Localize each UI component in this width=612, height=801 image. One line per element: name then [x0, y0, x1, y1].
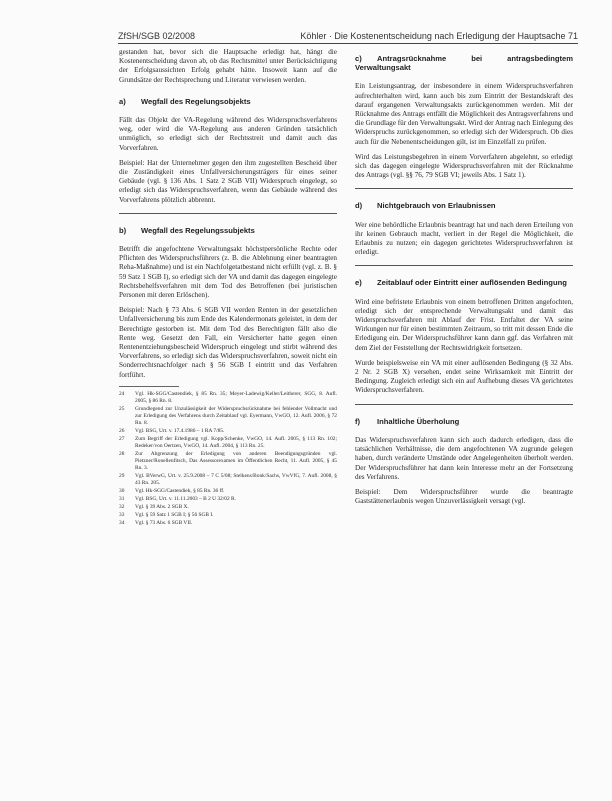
- paragraph: Wer eine behördliche Erlaubnis beantragt hat und nach deren Erteilung von ihr keinen Gebrauch macht, verliert in der Regel die Möglichkeit, die Erlaubnis zu nutzen; ein dagegen gerichtetes Widerspruchsverfahren ist erledigt.: [355, 220, 573, 257]
- footnote: [119, 451, 337, 472]
- footnote-number: 26: [119, 427, 125, 434]
- section-heading: b) Wegfall des Regelungssubjekts: [119, 225, 255, 235]
- left-column: [119, 48, 337, 528]
- footnote-number: 31: [119, 495, 125, 502]
- footnote: [119, 428, 337, 435]
- divider: [355, 265, 573, 266]
- paragraph: Beispiel: Hat der Unternehmer gegen den ihm zugestellten Bescheid über die Zuständigkeit eines Unfallversicherungsträgers für eines seiner Gebäude (vgl. § 136 Abs. 1 Satz 2 SGB VII) Widerspruch eingelegt, so erledigt sich das Widerspruchsverfahren, wenn das Gebäude während des Vorverfahrens plötzlich abbrennt.: [119, 158, 337, 204]
- footnote: [119, 406, 337, 427]
- footnote-number: 28: [119, 450, 125, 457]
- footnote-number: 27: [119, 435, 125, 442]
- footnote-number: 34: [119, 519, 125, 526]
- footnote-text: Grundlegend zur Unzulässigkeit der Widerspruchsrücknahme bei fehlender Vollmacht und zur Erledigung des Verfahrens durch Zeitablauf vgl. Eyermann, VwGO, 12. Aufl. 2006, § 72 Rn. 8.: [135, 405, 337, 426]
- footnote-text: Vgl. § 39 Abs. 2 SGB X.: [135, 503, 189, 510]
- section-heading: a) Wegfall des Regelungsobjekts: [119, 96, 251, 106]
- paragraph: Fällt das Objekt der VA-Regelung während des Widerspruchsverfahrens weg, oder wird die VA-Regelung aus anderen Gründen tatsächlich unmöglich, so erledigt sich der Rechtsstreit und damit auch das Vorverfahren.: [119, 116, 337, 152]
- paragraph: Beispiel: Nach § 73 Abs. 6 SGB VII werden Renten in der gesetzlichen Unfallversicherung bis zum Ende des Kalendermonats geleistet, in dem der Berechtigte gestorben ist. Mit dem Tod des Berechtigten fällt also die Rente weg. Gesetzt den Fall, ein Versicherter hatte gegen einen Rentenentziehungsbescheid Widerspruch eingelegt und stirbt während des Vorverfahrens, so erledigt sich das Widerspruchsverfahren, soweit nicht ein Sonderrechtsnachfolger nach § 56 SGB I eintritt und das Verfahren fortführt.: [119, 306, 337, 379]
- footnote-text: Vgl. BVerwG, Urt. v. 25.9.2008 – 7 C 5/08; Stelkens/Bonk/Sachs, VwVfG, 7. Aufl. 2008, § 43 Rn. 205.: [135, 472, 337, 486]
- footnote: [119, 436, 337, 450]
- paragraph: Wird eine befristete Erlaubnis von einem betroffenen Dritten angefochten, erledigt sich der entsprechende Verwaltungsakt und damit das Widerspruchsverfahren mit Ablauf der Frist. Entfaltet der VA seine Wirkungen nur für einen bestimmten Zeitraum, so tritt mit dessen Ende die Erledigung ein. Der Widerspruchsführer kann dann ggf. das Verfahren mit dem Ziel der Feststellung der Rechtswidrigkeit fortsetzen.: [355, 297, 573, 352]
- footnote-number: 32: [119, 503, 125, 510]
- footnote-text: Vgl. Hk-SGG/Castendiek, § 85 Rn. 36 ff.: [135, 487, 225, 494]
- footnote: [119, 496, 337, 503]
- divider: [355, 188, 573, 189]
- right-column: [355, 48, 573, 512]
- footnote-text: Vgl. BSG, Urt. v. 17.4.1986 – 1 RA 7/85.: [135, 427, 225, 434]
- paragraph: gestanden hat, bevor sich die Hauptsache erledigt hat, hängt die Kostenentscheidung davon ab, ob das Rechtsmittel unter Berücksichtigung der Erfolgsaussichten Erfolg gehabt hätte. Insoweit kann auf die Grundsätze der Rechtsprechung und Literatur verwiesen werden.: [119, 48, 337, 84]
- footnote-number: 30: [119, 487, 125, 494]
- header-rule: [118, 43, 578, 44]
- section-heading: f) Inhaltliche Überholung: [355, 416, 460, 426]
- paragraph: Beispiel: Dem Widerspruchsführer wurde die beantragte Gaststättenerlaubnis wegen Unzuverlässigkeit versagt (vgl.: [355, 487, 573, 506]
- footnote-text: Zur Abgrenzung der Erledigung von anderen Beendigungsgründen vgl. Pietzner/Ronellenfitsch, Das Assessorexamen im Öffentlichen Recht, 11. Aufl. 2005, § 45 Rn. 3.: [135, 450, 337, 471]
- paragraph: Das Widerspruchsverfahren kann sich auch dadurch erledigen, dass die tatsächlichen Verhältnisse, die dem angefochtenen VA zugrunde gelegen haben, durch veränderte Umstände oder Angelegenheiten überholt werden. Der Widerspruchsführer hat dann kein Interesse mehr an der Fortsetzung des Verfahrens.: [355, 435, 573, 481]
- footnote-number: 25: [119, 405, 125, 412]
- paragraph: Ein Leistungsantrag, der insbesondere in einem Widerspruchsverfahren aufrechterhalten wird, kann auch bis zum Eintritt der Bestandskraft des darauf ergangenen Verwaltungsakts zurückgenommen werden. Mit der Rücknahme des Antrags entfällt die Möglichkeit des Antragsverfahrens und die Grundlage für den Verwaltungsakt. Wird der Antrag nach Einlegung des Widerspruchs zurückgenommen, so erledigt sich der Widerspruch. Ob dies auch für die Nebenentscheidungen gilt, ist im Einzelfall zu prüfen.: [355, 82, 574, 146]
- footnote: [119, 512, 337, 519]
- header-journal: ZfSH/SGB 02/2008: [118, 31, 196, 41]
- footnote-number: 29: [119, 472, 125, 479]
- running-header: [118, 29, 578, 43]
- footnote-text: Vgl. § 59 Satz 1 SGB I; § 56 SGB I.: [135, 511, 214, 518]
- section-heading: d) Nichtgebrauch von Erlaubnissen: [355, 201, 496, 211]
- paragraph: Betrifft die angefochtene Verwaltungsakt höchstpersönliche Rechte oder Pflichten des Widerspruchsführers (z. B. die Ablehnung einer beantragten Reha-Maßnahme) und ist ein Nachfolgetatbestand nicht erfüllt (vgl. z. B. § 59 Satz 1 SGB I), so erledigt sich der VA und damit das dagegen eingelegte Rechtsbehelfsverfahren mit dem Tod des Betroffenen (bei juristischen Personen mit deren Erlöschen).: [119, 245, 337, 300]
- section-heading: e) Zeitablauf oder Eintritt einer auflösenden Bedingung: [355, 278, 567, 288]
- footnote-text: Vgl. § 73 Abs. 6 SGB VII.: [135, 519, 193, 526]
- divider: [119, 213, 337, 214]
- footnotes: [119, 391, 337, 527]
- footnote: [119, 520, 337, 527]
- footnote-text: Vgl. Hk-SGG/Castendiek, § 85 Rn. 35; Meyer-Ladewig/Keller/Leitherer, SGG, 8. Aufl. 2005, § 86 Rn. 8.: [135, 390, 337, 404]
- footnote: [119, 488, 337, 495]
- divider: [355, 404, 573, 405]
- footnote-number: 33: [119, 511, 125, 518]
- footnote-text: Zum Begriff der Erledigung vgl. Kopp/Schenke, VwGO, 14. Aufl. 2005, § 113 Rn. 102; Redeker/von Oertzen, VwGO, 14. Aufl. 2004, § 113 Rn. 25.: [135, 435, 337, 449]
- footnote: [119, 473, 337, 487]
- footnote-rule: [119, 386, 179, 387]
- paragraph: Wurde beispielsweise ein VA mit einer auflösenden Bedingung (§ 32 Abs. 2 Nr. 2 SGB X) versehen, endet seine Wirksamkeit mit Eintritt der Bedingung. Zugleich erledigt sich ein auf Aufhebung dieses VA gerichtetes Widerspruchsverfahren.: [355, 358, 573, 395]
- footnote-text: Vgl. BSG, Urt. v. 11.11.2003 – B 2 U 32/02 R.: [135, 495, 236, 502]
- header-title: Köhler · Die Kostenentscheidung nach Erledigung der Hauptsache 71: [300, 31, 578, 41]
- section-heading: c) Antragsrücknahme bei antragsbedingtem Verwaltungsakt: [355, 54, 573, 73]
- footnote-number: 24: [119, 390, 125, 397]
- footnote: [119, 391, 337, 405]
- paragraph: Wird das Leistungsbegehren in einem Vorverfahren abgelehnt, so erledigt sich das dagegen eingelegte Widerspruchsverfahren mit der Rücknahme des Antrags (vgl. §§ 76, 79 SGB VI; jeweils Abs. 1 Satz 1).: [355, 152, 573, 180]
- footnote: [119, 504, 337, 511]
